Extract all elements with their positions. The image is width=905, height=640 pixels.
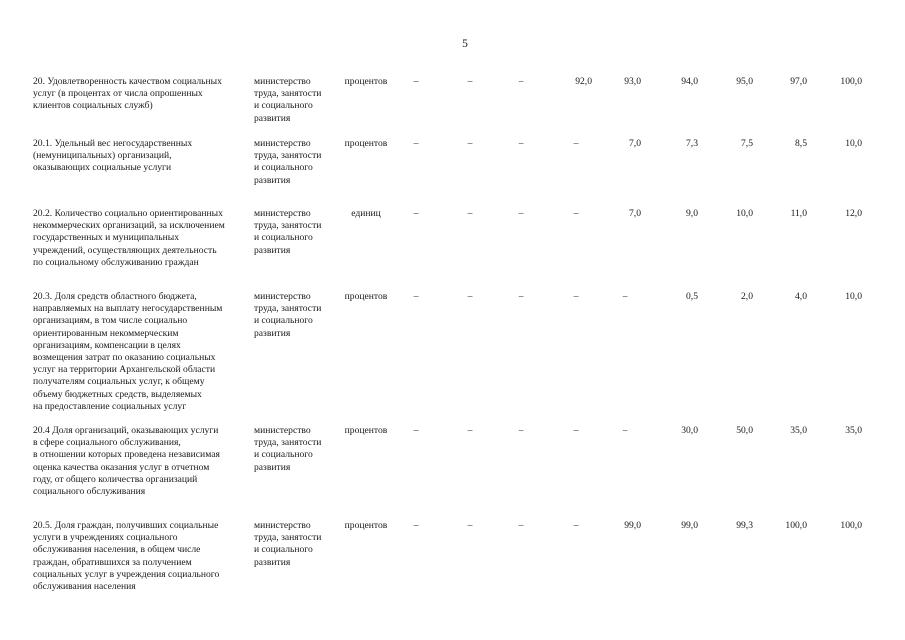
- year-value-cell: 0,5: [686, 291, 698, 302]
- indicator-name: [33, 520, 253, 593]
- organization-line: и социального: [254, 449, 313, 461]
- year-value-cell: 30,0: [681, 425, 698, 436]
- organization-line: министерство: [254, 138, 311, 149]
- organization-line: труда, занятости: [254, 303, 322, 315]
- indicator-name-line: оценка качества оказания услуг в отчетном: [33, 461, 210, 473]
- indicator-name: [33, 291, 253, 413]
- year-value-cell: 95,0: [736, 76, 753, 87]
- year-value-cell: 35,0: [845, 425, 862, 436]
- indicator-name: [33, 76, 253, 113]
- year-value-cell: 7,0: [629, 208, 641, 219]
- year-value-cell: 97,0: [790, 76, 807, 87]
- year-value-cell: 99,0: [624, 520, 641, 531]
- year-value-cell: 10,0: [845, 138, 862, 149]
- indicator-name-line: услуг на территории Архангельской области: [33, 364, 216, 376]
- indicator-name: [33, 425, 253, 498]
- year-value-cell: –: [467, 138, 473, 149]
- organization-line: труда, занятости: [254, 150, 322, 162]
- organization-line: развития: [254, 556, 291, 568]
- responsible-organization: [254, 520, 340, 569]
- year-value-cell: –: [467, 76, 473, 87]
- year-value-cell: –: [467, 291, 473, 302]
- year-value-cell: 99,3: [736, 520, 753, 531]
- organization-line: и социального: [254, 315, 313, 327]
- year-value-cell: –: [518, 208, 524, 219]
- year-value-cell: –: [518, 425, 524, 436]
- year-value-cell: –: [518, 520, 524, 531]
- year-value-cell: –: [518, 76, 524, 87]
- year-value-cell: 9,0: [686, 208, 698, 219]
- year-value-cell: –: [413, 425, 419, 436]
- year-value-cell: –: [622, 425, 628, 436]
- year-value-cell: –: [413, 208, 419, 219]
- indicator-name-line: организациям, компенсации в целях: [33, 339, 181, 351]
- year-value-cell: –: [413, 520, 419, 531]
- organization-line: развития: [254, 461, 291, 473]
- unit-of-measure: процентов: [344, 520, 388, 531]
- indicator-name-line: объему бюджетных средств, выделяемых: [33, 388, 202, 400]
- responsible-organization: [254, 76, 340, 125]
- unit-of-measure: единиц: [351, 208, 381, 219]
- organization-line: министерство: [254, 425, 311, 436]
- organization-line: и социального: [254, 100, 313, 112]
- year-value-cell: –: [467, 425, 473, 436]
- indicator-name-line: оказывающих социальные услуги: [33, 162, 172, 174]
- year-value-cell: 12,0: [845, 208, 862, 219]
- indicator-name-line: обслуживания населения, в общем числе: [33, 544, 201, 556]
- indicator-name-line: ориентированным некоммерческим: [33, 327, 179, 339]
- responsible-organization: [254, 291, 340, 340]
- year-value-cell: 35,0: [790, 425, 807, 436]
- year-value-cell: 2,0: [741, 291, 753, 302]
- year-value-cell: 99,0: [681, 520, 698, 531]
- year-value-cell: 93,0: [624, 76, 641, 87]
- year-value-cell: 10,0: [736, 208, 753, 219]
- organization-line: министерство: [254, 208, 311, 219]
- indicator-name-line: обслуживания населения: [33, 581, 136, 593]
- year-value-cell: 7,5: [741, 138, 753, 149]
- organization-line: развития: [254, 112, 291, 124]
- indicator-name-line: услуги в учреждениях социального: [33, 532, 178, 544]
- year-value-cell: –: [573, 425, 579, 436]
- indicator-name-line: 20.5. Доля граждан, получивших социальные: [33, 520, 219, 531]
- organization-line: труда, занятости: [254, 220, 322, 232]
- indicator-name-line: возмещения затрат по оказанию социальных: [33, 352, 216, 364]
- year-value-cell: –: [573, 208, 579, 219]
- year-value-cell: 100,0: [785, 520, 807, 531]
- organization-line: развития: [254, 244, 291, 256]
- indicator-name-line: учреждений, осуществляющих деятельность: [33, 244, 217, 256]
- organization-line: труда, занятости: [254, 532, 322, 544]
- indicator-name-line: в отношении которых проведена независимая: [33, 449, 220, 461]
- year-value-cell: 100,0: [840, 520, 862, 531]
- indicator-name: [33, 208, 253, 269]
- indicator-name-line: клиентов социальных служб): [33, 100, 153, 112]
- indicator-name-line: социального обслуживания: [33, 486, 146, 498]
- year-value-cell: 8,5: [795, 138, 807, 149]
- indicator-name-line: в сфере социального обслуживания,: [33, 437, 181, 449]
- indicator-name: [33, 138, 253, 175]
- indicator-name-line: организациям, в том числе социально: [33, 315, 188, 327]
- indicator-name-line: услуг (в процентах от числа опрошенных: [33, 88, 203, 100]
- year-value-cell: –: [413, 291, 419, 302]
- indicator-name-line: государственных и муниципальных: [33, 232, 180, 244]
- organization-line: развития: [254, 327, 291, 339]
- indicator-name-line: по социальному обслуживанию граждан: [33, 256, 199, 268]
- indicator-name-line: граждан, обратившихся за получением: [33, 556, 192, 568]
- organization-line: труда, занятости: [254, 437, 322, 449]
- year-value-cell: 50,0: [736, 425, 753, 436]
- responsible-organization: [254, 425, 340, 474]
- unit-of-measure: процентов: [344, 138, 388, 149]
- year-value-cell: –: [467, 208, 473, 219]
- responsible-organization: [254, 138, 340, 187]
- organization-line: министерство: [254, 76, 311, 87]
- unit-of-measure: процентов: [344, 425, 388, 436]
- indicator-name-line: 20. Удовлетворенность качеством социальных: [33, 76, 222, 87]
- year-value-cell: 11,0: [790, 208, 807, 219]
- indicator-name-line: социальных услуг в учреждения социального: [33, 568, 220, 580]
- year-value-cell: –: [518, 291, 524, 302]
- indicator-name-line: 20.3. Доля средств областного бюджета,: [33, 291, 197, 302]
- year-value-cell: 4,0: [795, 291, 807, 302]
- organization-line: труда, занятости: [254, 88, 322, 100]
- organization-line: и социального: [254, 162, 313, 174]
- year-value-cell: –: [518, 138, 524, 149]
- indicator-name-line: получателям социальных услуг, к общему: [33, 376, 205, 388]
- year-value-cell: –: [413, 138, 419, 149]
- year-value-cell: 7,3: [686, 138, 698, 149]
- year-value-cell: –: [622, 291, 628, 302]
- indicator-name-line: 20.2. Количество социально ориентированных: [33, 208, 223, 219]
- responsible-organization: [254, 208, 340, 257]
- indicator-name-line: направляемых на выплату негосударственным: [33, 303, 223, 315]
- indicator-name-line: 20.4 Доля организаций, оказывающих услуги: [33, 425, 219, 436]
- organization-line: министерство: [254, 291, 311, 302]
- indicator-name-line: 20.1. Удельный вес негосударственных: [33, 138, 193, 149]
- organization-line: министерство: [254, 520, 311, 531]
- organization-line: развития: [254, 174, 291, 186]
- year-value-cell: –: [467, 520, 473, 531]
- year-value-cell: –: [573, 138, 579, 149]
- year-value-cell: –: [413, 76, 419, 87]
- year-value-cell: 7,0: [629, 138, 641, 149]
- year-value-cell: 100,0: [840, 76, 862, 87]
- year-value-cell: –: [573, 291, 579, 302]
- year-value-cell: –: [573, 520, 579, 531]
- indicator-name-line: году, от общего количества организаций: [33, 473, 198, 485]
- organization-line: и социального: [254, 232, 313, 244]
- year-value-cell: 92,0: [575, 76, 592, 87]
- page-number: 5: [462, 38, 468, 50]
- indicator-name-line: некоммерческих организаций, за исключением: [33, 220, 225, 232]
- year-value-cell: 94,0: [681, 76, 698, 87]
- unit-of-measure: процентов: [344, 291, 388, 302]
- indicator-name-line: (немуниципальных) организаций,: [33, 150, 172, 162]
- indicator-name-line: на предоставление социальных услуг: [33, 400, 187, 412]
- year-value-cell: 10,0: [845, 291, 862, 302]
- unit-of-measure: процентов: [344, 76, 388, 87]
- organization-line: и социального: [254, 544, 313, 556]
